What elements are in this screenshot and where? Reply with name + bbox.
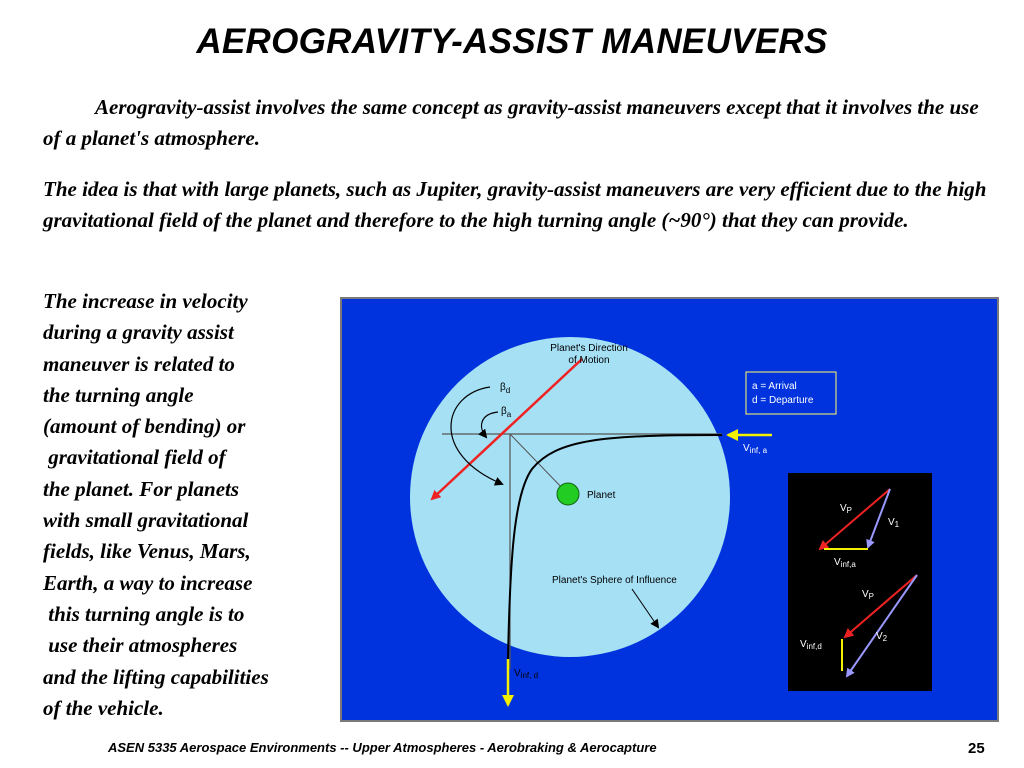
side-text-line: use their atmospheres [43, 633, 238, 658]
side-text-line: with small gravitational [43, 508, 249, 533]
side-text-line: The increase in velocity [43, 289, 248, 313]
vinf-a-vector-symbol: V [834, 557, 841, 568]
vinf-d-vector-symbol: V [800, 639, 807, 650]
v1-subscript: 1 [894, 520, 900, 529]
v1-symbol: V [888, 517, 895, 528]
beta-d-subscript: d [505, 386, 511, 395]
planet-label: Planet [587, 490, 616, 501]
side-text-line: Earth, a way to increase [43, 570, 253, 595]
diagram-svg [342, 299, 997, 720]
slide-title: AEROGRAVITY-ASSIST MANEUVERS [196, 22, 828, 61]
paragraph-jupiter: The idea is that with large planets, such as Jupiter, gravity-assist maneuvers are very efficient due to the high gravitational field of the planet and therefore to the high turning angle (~90°) that they can provide. [43, 177, 987, 232]
side-text-line: of the vehicle. [43, 695, 164, 720]
vp-departure-symbol: V [862, 589, 869, 600]
vp-arrival-symbol: V [840, 503, 847, 514]
side-text-line: and the lifting capabilities [43, 664, 269, 689]
direction-label-line1: Planet's Direction [550, 343, 628, 354]
side-text-line: during a gravity assist [43, 320, 234, 345]
side-text-line: fields, like Venus, Mars, [43, 539, 251, 564]
vinf-arrival-subscript: inf, a [749, 446, 768, 455]
v2-subscript: 2 [882, 634, 888, 643]
legend-arrival: a = Arrival [752, 381, 797, 392]
sphere-label: Planet's Sphere of Influence [552, 575, 677, 586]
beta-a-subscript: a [506, 410, 512, 419]
vinf-departure-subscript: inf, d [520, 671, 539, 680]
page-number: 25 [968, 740, 985, 757]
legend-departure: d = Departure [752, 395, 814, 406]
gravity-assist-diagram [340, 297, 999, 722]
vinf-a-vector-subscript: inf,a [840, 560, 856, 569]
side-text-line: the planet. For planets [43, 476, 240, 501]
side-text [43, 286, 333, 724]
vp-departure-subscript: P [868, 592, 875, 601]
side-text-line: maneuver is related to [43, 351, 235, 376]
vp-arrival-subscript: P [846, 506, 853, 515]
paragraph-intro: Aerogravity-assist involves the same concept as gravity-assist maneuvers except that it involves the use of a planet's atmosphere. [43, 95, 979, 150]
beta-d-symbol: β [500, 382, 506, 393]
side-text-line: the turning angle [43, 382, 194, 407]
footer-course-title: ASEN 5335 Aerospace Environments -- Upper Atmospheres - Aerobraking & Aerocapture [108, 740, 657, 755]
beta-a-symbol: β [501, 406, 507, 417]
vinf-departure-symbol: V [514, 668, 521, 679]
side-text-line: this turning angle is to [43, 601, 245, 626]
vinf-arrival-symbol: V [743, 443, 750, 454]
vinf-d-vector-subscript: inf,d [806, 642, 822, 651]
direction-label-line2: of Motion [568, 355, 610, 366]
v2-symbol: V [876, 631, 883, 642]
side-text-line: gravitational field of [43, 445, 226, 470]
planet [557, 483, 579, 505]
side-text-line: (amount of bending) or [43, 414, 246, 439]
